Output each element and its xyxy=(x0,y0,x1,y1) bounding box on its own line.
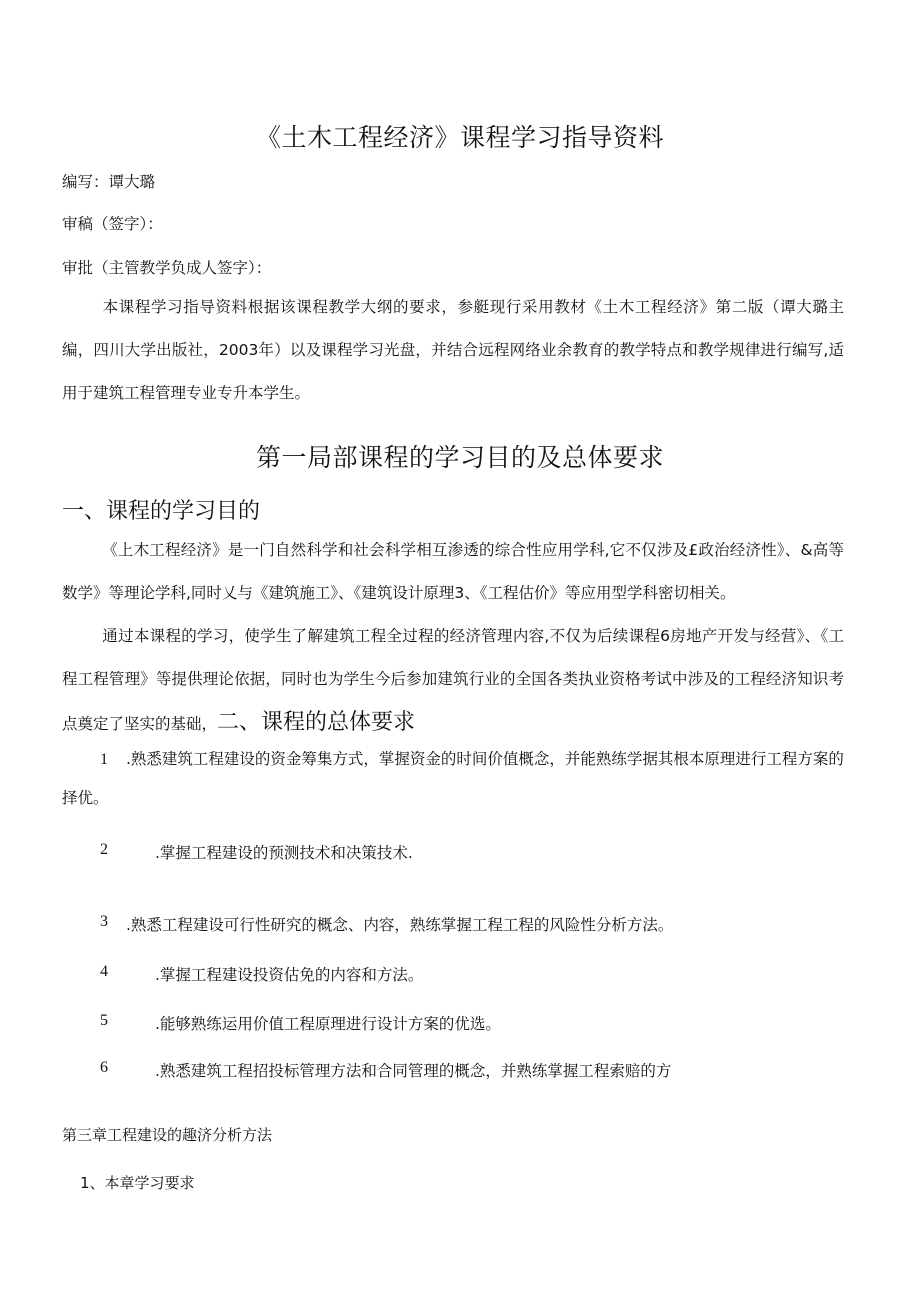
part1-heading: 第一局部课程的学习目的及总体要求 xyxy=(255,443,664,472)
requirement-number: 3 xyxy=(100,913,108,930)
intro-paragraph xyxy=(62,286,844,415)
requirement-item-1 xyxy=(62,740,844,818)
requirement-number: 4 xyxy=(100,963,108,980)
section1-paragraph-1-text: 《上木工程经济》是一门自然科学和社会科学相互渗透的综合性应用学科,它不仅涉及£政治经济性》、&高等数学》等理论学科,同时乂与《建筑施工》、《建筑设计原理3、《工程估价》等应用型学科密切相关。 xyxy=(62,541,844,602)
requirement-text: .掌握工程建设投资估免的内容和方法。 xyxy=(155,966,424,984)
section1-paragraph-2 xyxy=(62,615,844,746)
section1-heading: 一、课程的学习目的 xyxy=(62,499,261,524)
requirement-text: .熟悉建筑工程建设的资金筹集方式，掌握资金的时间价值概念，并能熟练学据其根本原理进行工程方案的择优。 xyxy=(62,750,844,807)
requirement-text: .熟悉建筑工程招投标管理方法和合同管理的概念，并熟练掌握工程索赔的方 xyxy=(155,1062,672,1080)
chapter3-heading: 第三章工程建设的趣济分析方法 xyxy=(62,1126,273,1144)
section2-heading: 二、课程的总体要求 xyxy=(217,710,416,735)
requirement-number: 5 xyxy=(100,1012,108,1029)
document-title: 《土木工程经济》课程学习指导资料 xyxy=(255,123,664,152)
section1-paragraph-1 xyxy=(62,529,844,615)
review-signature-line: 审稿（签字）： xyxy=(62,215,163,233)
requirement-text: .能够熟练运用价值工程原理进行设计方案的优选。 xyxy=(155,1015,501,1033)
section1-paragraph-2-text: 通过本课程的学习，使学生了解建筑工程全过程的经济管理内容,不仅为后续课程6房地产开发与经营》、《工程工程管理》等提供理论依据，同时也为学生今后参加建筑行业的全国各类执业资格考试中涉及的工程经济知识考点奠定了坚实的基础， xyxy=(62,627,844,733)
requirement-text: .掌握工程建设的预测技术和决策技术. xyxy=(155,844,413,862)
author-line: 编写：谭大璐 xyxy=(62,173,156,191)
chapter3-item-1: 1、本章学习要求 xyxy=(80,1174,195,1192)
approval-signature-line: 审批（主管教学负成人签字）： xyxy=(62,259,272,277)
requirement-number: 1 xyxy=(100,751,108,768)
intro-text: 本课程学习指导资料根据该课程教学大纲的要求，参艇现行采用教材《土木工程经济》第二版（谭大璐主编，四川大学出版社，2003年）以及课程学习光盘，并结合远程网络业余教育的教学特点和教学规律进行编写,适用于建筑工程管理专业专升本学生。 xyxy=(62,298,844,402)
requirement-text: .熟悉工程建设可行性研究的概念、内容，熟练掌握工程工程的风险性分析方法。 xyxy=(126,916,674,934)
requirement-number: 6 xyxy=(100,1059,108,1076)
requirement-number: 2 xyxy=(100,841,108,858)
